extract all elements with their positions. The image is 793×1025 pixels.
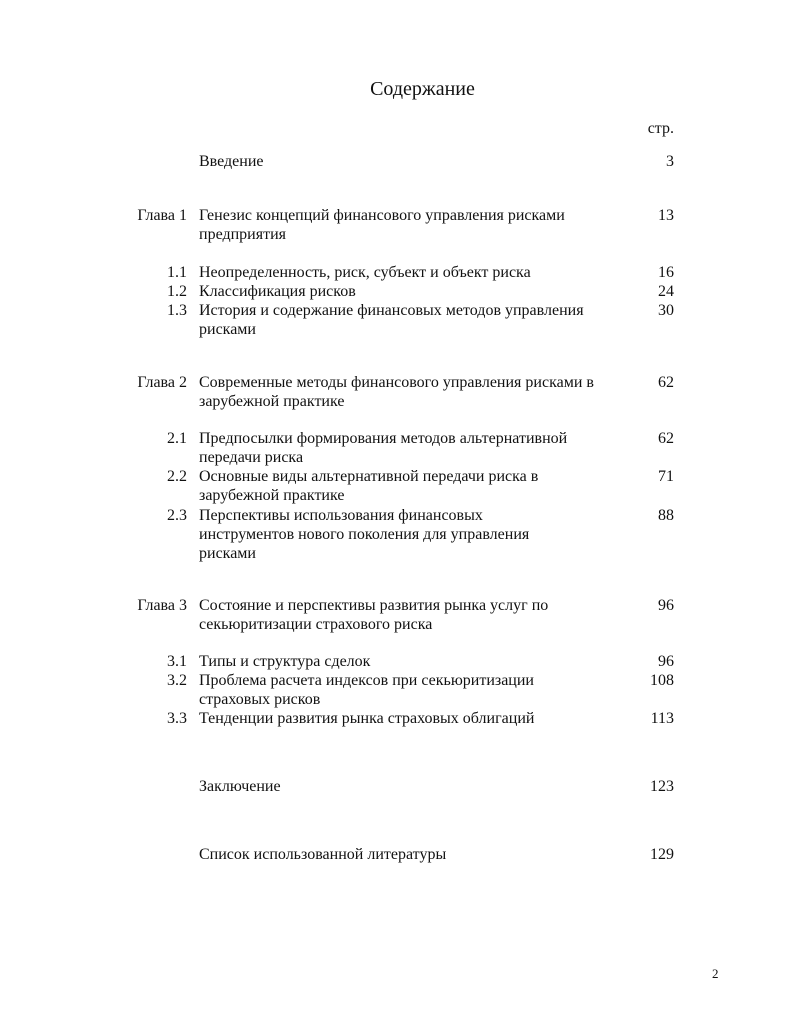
toc-entry-page: 129 — [650, 846, 674, 863]
toc-entry-number: 1.1 — [167, 264, 187, 281]
toc-entry-text: Заключение — [199, 778, 281, 795]
toc-entry-number: 2.1 — [167, 430, 187, 447]
toc-entry-text: Неопределенность, риск, субъект и объект риска — [199, 264, 531, 281]
toc-entry-text: Типы и структура сделок — [199, 653, 371, 670]
toc-entry-page: 62 — [658, 430, 674, 447]
toc-entry-text: Список использованной литературы — [199, 846, 447, 863]
toc-entry-text: Классификация рисков — [199, 283, 356, 300]
toc-entry-page: 24 — [658, 283, 674, 300]
toc-entry-number: 3.1 — [167, 653, 187, 670]
toc-entry-text: Тенденции развития рынка страховых облигаций — [199, 710, 535, 727]
toc-entry-page: 71 — [658, 468, 674, 485]
toc-entry-page: 113 — [650, 710, 674, 727]
toc-entry-page: 13 — [658, 207, 674, 224]
toc-entry-page: 96 — [658, 597, 674, 614]
toc-entry-number: 2.2 — [167, 468, 187, 485]
toc-entry-page: 3 — [666, 153, 674, 170]
toc-entry-page: 62 — [658, 374, 674, 391]
toc-entry-text: Состояние и перспективы развития рынка услуг по секьюритизации страхового риска — [199, 597, 549, 633]
toc-entry-text: История и содержание финансовых методов управления рисками — [199, 302, 584, 338]
toc-entry-number: Глава 2 — [137, 374, 187, 391]
toc-entry-page: 96 — [658, 653, 674, 670]
toc-entry-number: Глава 3 — [137, 597, 187, 614]
toc-entry-number: 3.2 — [167, 672, 187, 689]
page-number: 2 — [712, 966, 719, 981]
page-column-label: стр. — [647, 120, 674, 137]
toc-entry-page: 108 — [650, 672, 674, 689]
toc-entry-page: 30 — [658, 302, 674, 319]
page-title: Содержание — [370, 78, 475, 100]
toc-entry-text: Современные методы финансового управления рисками в зарубежной практике — [199, 374, 594, 410]
toc-entry-text: Введение — [199, 153, 264, 170]
toc-entry-page: 88 — [658, 507, 674, 524]
toc-entry-page: 123 — [650, 778, 674, 795]
toc-entry-number: 2.3 — [167, 507, 187, 524]
toc-entry-number: 3.3 — [167, 710, 187, 727]
toc-entry-text: Перспективы использования финансовых инструментов нового поколения для управления рисками — [199, 507, 530, 562]
toc-entry-number: 1.3 — [167, 302, 187, 319]
toc-entry-text: Проблема расчета индексов при секьюритизации страховых рисков — [199, 672, 534, 708]
toc-entry-number: Глава 1 — [137, 207, 187, 224]
toc-entry-number: 1.2 — [167, 283, 187, 300]
toc-entry-text: Генезис концепций финансового управления рисками предприятия — [199, 207, 565, 243]
toc-entry-text: Предпосылки формирования методов альтернативной передачи риска — [199, 430, 568, 466]
toc-entry-page: 16 — [658, 264, 674, 281]
toc-entry-text: Основные виды альтернативной передачи риска в зарубежной практике — [199, 468, 539, 504]
